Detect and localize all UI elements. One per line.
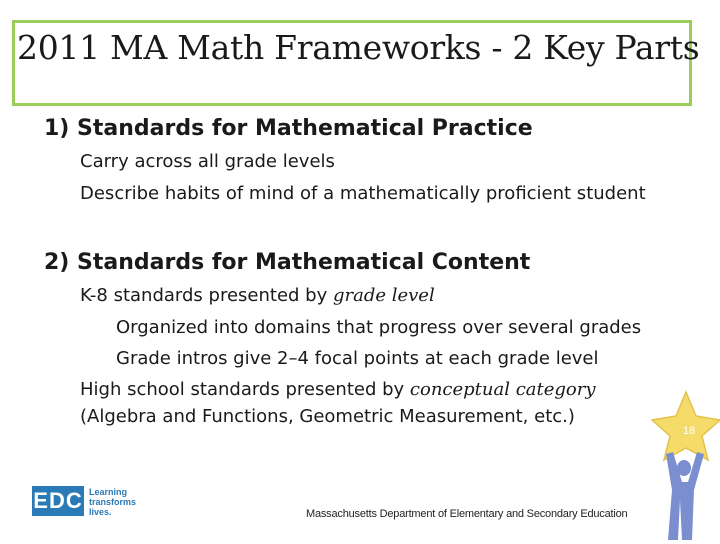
- tagline-line-2: transforms: [89, 497, 137, 507]
- hs-note: (Algebra and Functions, Geometric Measurement, etc.): [80, 406, 575, 427]
- person-figure-icon: [666, 452, 704, 540]
- section1-item-1: Carry across all grade levels: [80, 151, 335, 172]
- tagline-line-3: lives.: [89, 507, 112, 517]
- k8-italic: grade level: [332, 285, 435, 306]
- hs-italic: conceptual category: [409, 379, 596, 400]
- star-figure-svg: [640, 388, 720, 540]
- star-figure: [640, 388, 720, 540]
- edc-logo: EDC: [32, 486, 84, 516]
- edc-tagline: [89, 487, 136, 517]
- footer-source: Massachusetts Department of Elementary and Secondary Education: [306, 508, 628, 520]
- tagline-line-1: Learning: [89, 487, 128, 497]
- page-number: 18: [683, 425, 696, 437]
- k8-sub-item-1: Organized into domains that progress over several grades: [116, 317, 642, 338]
- k8-sub-item-2: Grade intros give 2–4 focal points at each grade level: [116, 348, 599, 369]
- k8-standards-line: [80, 285, 435, 306]
- section2-heading: 2) Standards for Mathematical Content: [44, 250, 531, 275]
- section1-heading: 1) Standards for Mathematical Practice: [44, 116, 533, 141]
- slide-title: 2011 MA Math Frameworks - 2 Key Parts: [17, 28, 700, 67]
- k8-prefix: K-8 standards presented by: [80, 285, 333, 306]
- hs-standards-line: [80, 379, 596, 400]
- hs-prefix: High school standards presented by: [80, 379, 410, 400]
- section1-item-2: Describe habits of mind of a mathematically proficient student: [80, 183, 646, 204]
